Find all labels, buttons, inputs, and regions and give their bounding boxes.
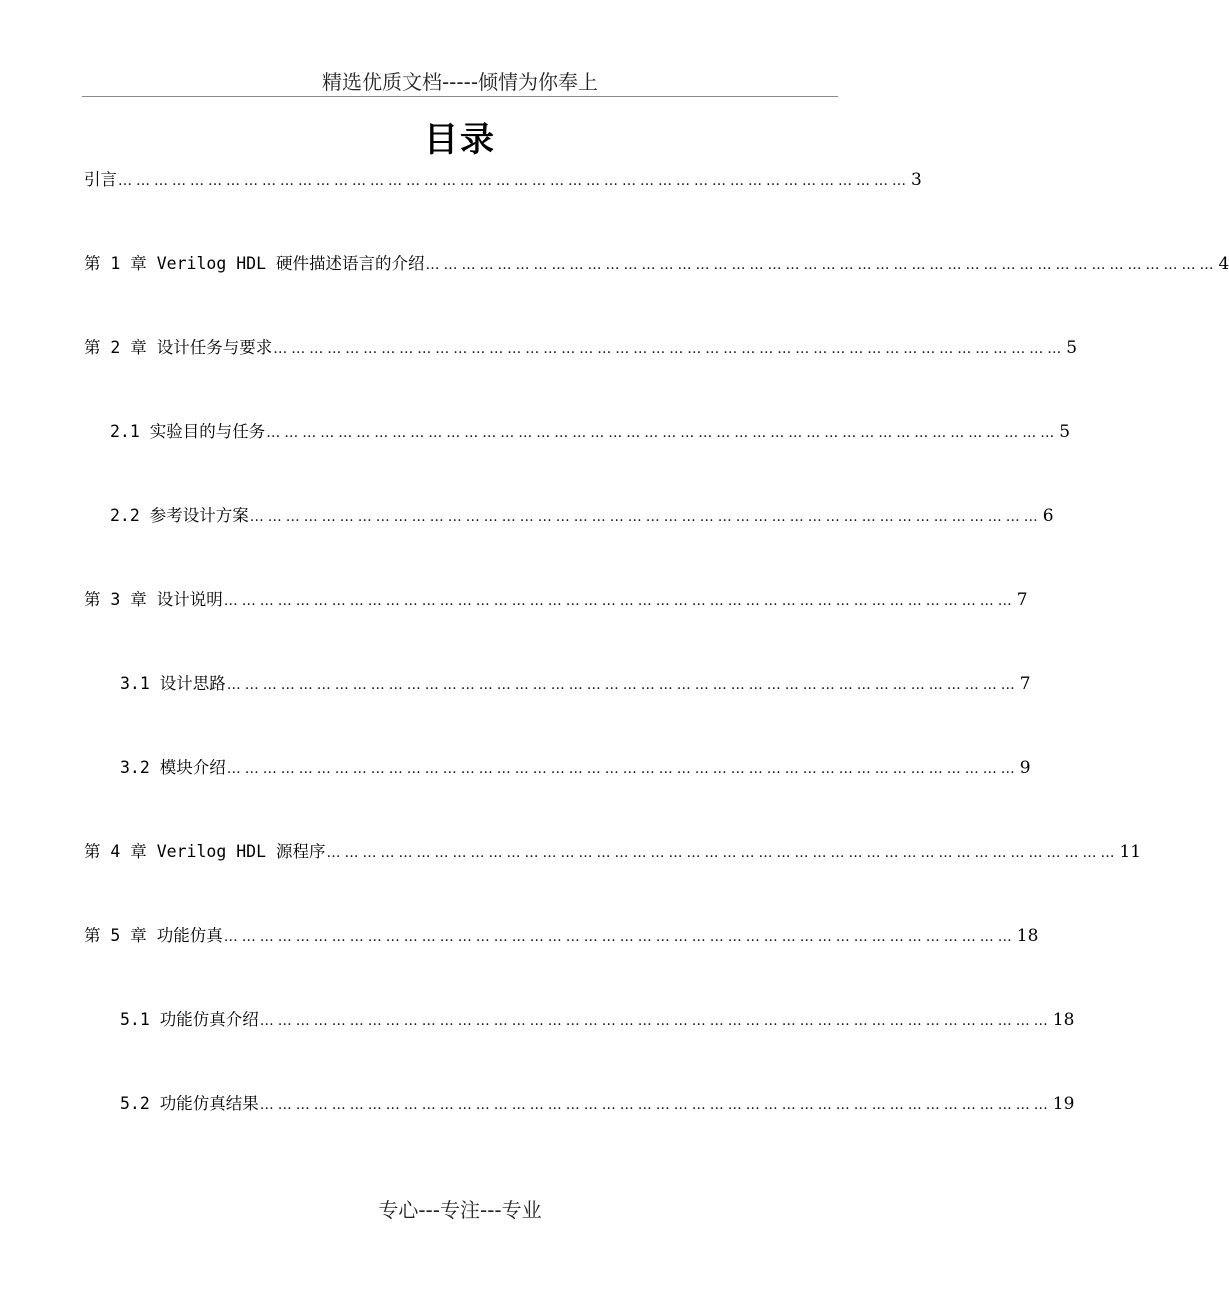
toc-leader-dots: …………………………………………………………………………………………………………………… (266, 425, 1059, 441)
toc-entry-label: 3.1 设计思路 (120, 674, 226, 693)
toc-leader-dots: …………………………………………………………………………………………………………………… (259, 1013, 1052, 1029)
toc-entry-label: 第 4 章 Verilog HDL 源程序 (84, 842, 326, 861)
toc-page-number: 11 (1119, 842, 1142, 862)
toc-page-number: 5 (1066, 338, 1078, 358)
toc-title: 目录 (424, 120, 496, 160)
toc-entry-section-2-2[interactable] (110, 502, 1054, 528)
toc-leader-dots: …………………………………………………………………………………………………………………… (226, 677, 1019, 693)
toc-entry-chapter-5[interactable] (84, 922, 1039, 948)
toc-entry-chapter-2[interactable] (84, 334, 1078, 360)
toc-page-number: 18 (1052, 1010, 1075, 1030)
toc-entry-section-3-2[interactable] (120, 754, 1031, 780)
toc-page-number: 6 (1042, 506, 1054, 526)
toc-leader-dots: …………………………………………………………………………………………………………………… (249, 509, 1042, 525)
toc-entry-label: 第 5 章 功能仿真 (84, 926, 223, 945)
toc-entry-chapter-3[interactable] (84, 586, 1028, 612)
toc-entry-label: 第 2 章 设计任务与要求 (84, 338, 273, 357)
toc-leader-dots: …………………………………………………………………………………………………………………… (326, 845, 1119, 861)
toc-entry-label: 第 3 章 设计说明 (84, 590, 223, 609)
toc-entry-chapter-4[interactable] (84, 838, 1142, 864)
header-divider (82, 96, 838, 97)
toc-entry-intro[interactable] (84, 166, 922, 192)
toc-entry-label: 3.2 模块介绍 (120, 758, 226, 777)
toc-entry-section-5-1[interactable] (120, 1006, 1075, 1032)
toc-entry-section-2-1[interactable] (110, 418, 1071, 444)
toc-page-number: 18 (1016, 926, 1039, 946)
toc-page-number: 4 (1218, 254, 1229, 274)
toc-entry-label: 5.1 功能仿真介绍 (120, 1010, 259, 1029)
toc-page-number: 7 (1019, 674, 1031, 694)
toc-entry-label: 2.1 实验目的与任务 (110, 422, 266, 441)
page-header: 精选优质文档-----倾情为你奉上 (321, 70, 599, 94)
toc-leader-dots: …………………………………………………………………………………………………………………… (223, 593, 1016, 609)
toc-page-number: 9 (1019, 758, 1031, 778)
page-footer: 专心---专注---专业 (378, 1198, 542, 1222)
toc-leader-dots: …………………………………………………………………………………………………………………… (425, 257, 1218, 273)
toc-page-number: 3 (911, 170, 922, 190)
toc-leader-dots: …………………………………………………………………………………………………………………… (226, 761, 1019, 777)
toc-entry-label: 2.2 参考设计方案 (110, 506, 249, 525)
toc-leader-dots: …………………………………………………………………………………………………………………… (273, 341, 1066, 357)
toc-page-number: 7 (1016, 590, 1028, 610)
toc-entry-label: 5.2 功能仿真结果 (120, 1094, 259, 1113)
toc-leader-dots: …………………………………………………………………………………………………………………… (223, 929, 1016, 945)
toc-page-number: 5 (1059, 422, 1071, 442)
toc-entry-section-5-2[interactable] (120, 1090, 1075, 1116)
toc-entry-chapter-1[interactable] (84, 250, 1229, 276)
toc-entry-label: 第 1 章 Verilog HDL 硬件描述语言的介绍 (84, 254, 425, 273)
toc-leader-dots: …………………………………………………………………………………………………………………… (259, 1097, 1052, 1113)
toc-entry-section-3-1[interactable] (120, 670, 1031, 696)
toc-page-number: 19 (1052, 1094, 1075, 1114)
toc-leader-dots: …………………………………………………………………………………………………………………… (118, 173, 910, 189)
toc-entry-label: 引言 (84, 170, 117, 189)
